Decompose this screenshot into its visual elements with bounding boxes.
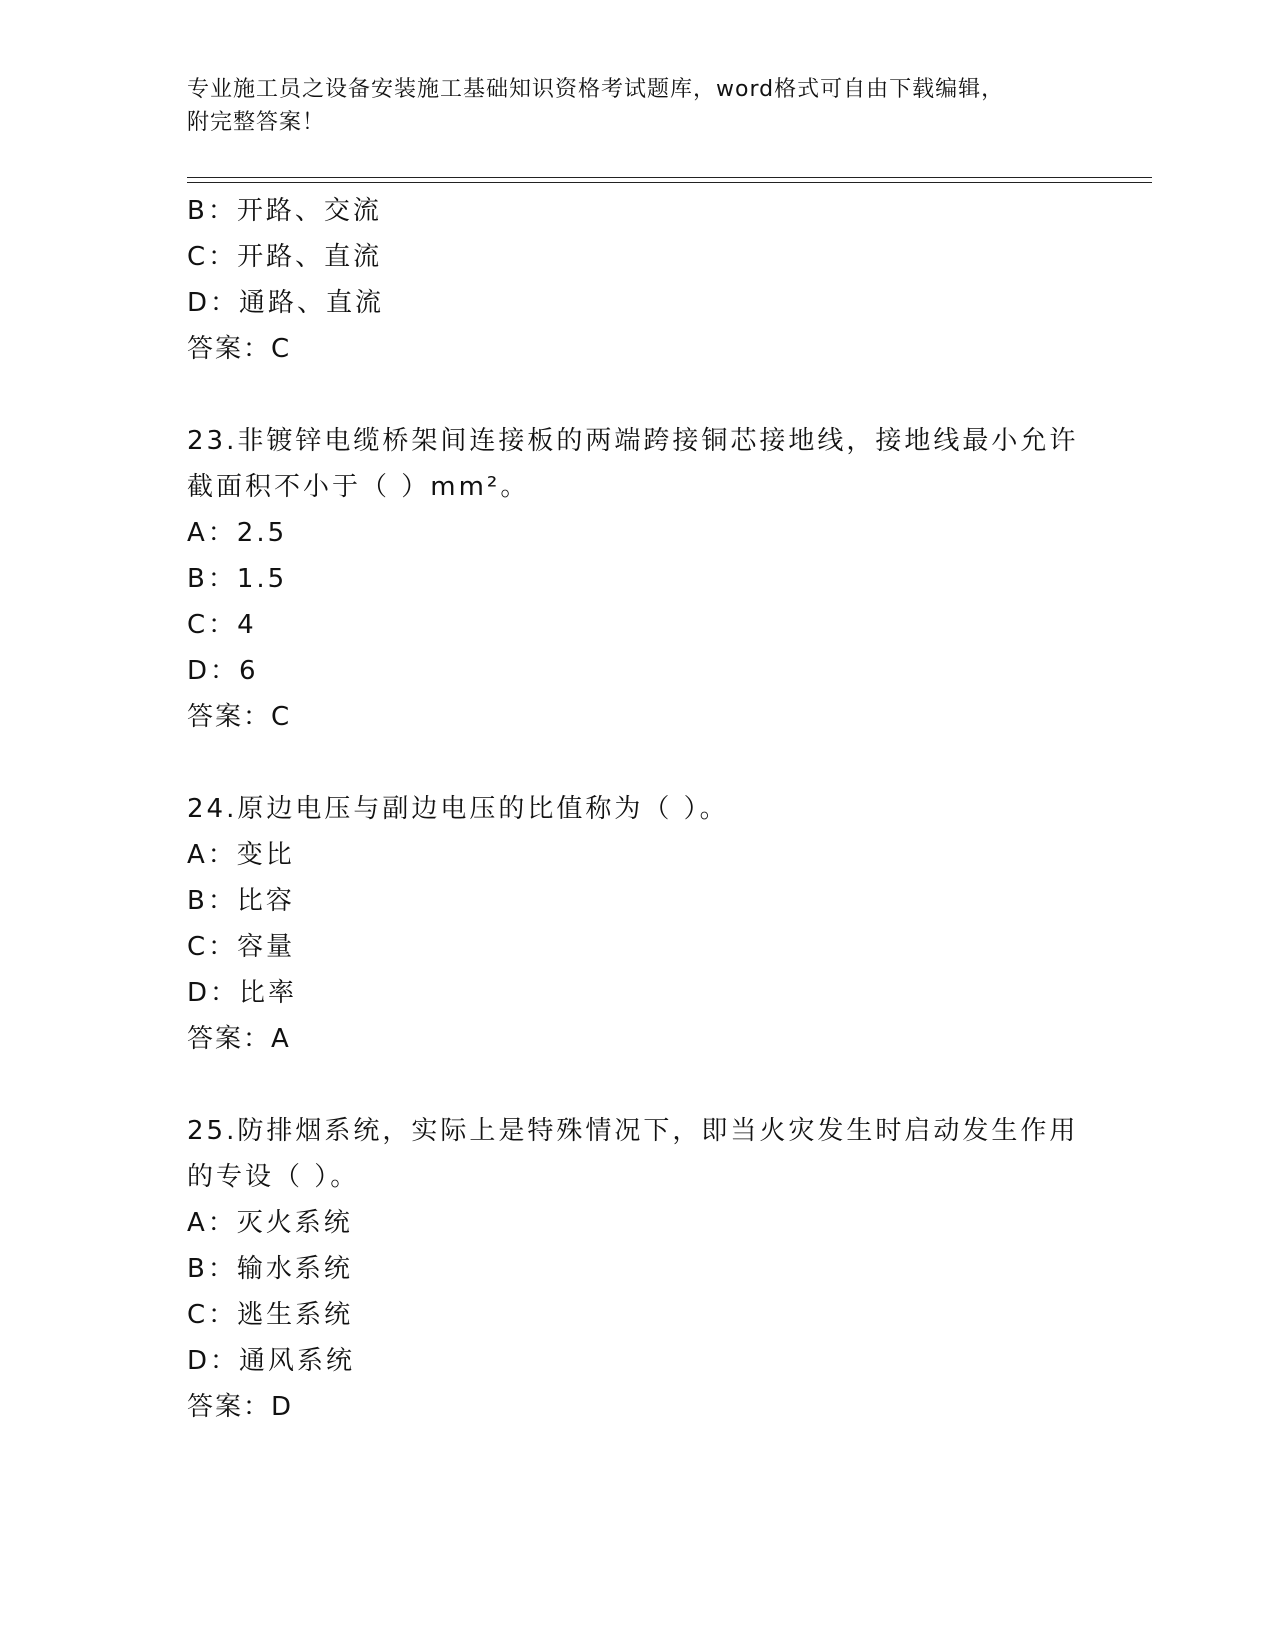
question-list (187, 188, 1087, 1430)
spacer (187, 740, 1087, 786)
option-a: A：灭火系统 (187, 1208, 353, 1238)
question-text-line-1: 24.原边电压与副边电压的比值称为（ ）。 (187, 794, 729, 824)
header-divider-top (187, 177, 1152, 178)
option-c: C：容量 (187, 932, 296, 962)
document-header (187, 73, 1067, 139)
option-c: C：4 (187, 610, 257, 640)
question-24 (187, 786, 1087, 1062)
option-c: C：开路、直流 (187, 242, 383, 272)
answer-line: 答案：C (187, 702, 292, 732)
question-text-line-1: 23.非镀锌电缆桥架间连接板的两端跨接铜芯接地线，接地线最小允许 (187, 426, 1079, 456)
option-b: B：比容 (187, 886, 295, 916)
answer-line: 答案：C (187, 334, 292, 364)
option-d: D：通风系统 (187, 1346, 356, 1376)
header-line-1: 专业施工员之设备安装施工基础知识资格考试题库，word格式可自由下载编辑， (187, 77, 1005, 102)
answer-line: 答案：A (187, 1024, 291, 1054)
option-b: B：输水系统 (187, 1254, 353, 1284)
option-b: B：开路、交流 (187, 196, 382, 226)
question-text-line-1: 25.防排烟系统，实际上是特殊情况下，即当火灾发生时启动发生作用 (187, 1116, 1079, 1146)
spacer (187, 372, 1087, 418)
question-text-line-2: 截面积不小于（ ）mm²。 (187, 472, 530, 502)
question-25 (187, 1108, 1087, 1430)
option-c: C：逃生系统 (187, 1300, 354, 1330)
option-a: A：2.5 (187, 518, 288, 548)
answer-line: 答案：D (187, 1392, 294, 1422)
option-d: D：6 (187, 656, 259, 686)
spacer (187, 1062, 1087, 1108)
option-d: D：通路、直流 (187, 288, 385, 318)
question-text-line-2: 的专设（ ）。 (187, 1162, 360, 1192)
question-22-tail (187, 188, 1087, 372)
option-b: B：1.5 (187, 564, 288, 594)
header-line-2: 附完整答案！ (187, 110, 326, 135)
header-divider-bottom (187, 182, 1152, 183)
option-d: D：比率 (187, 978, 298, 1008)
option-a: A：变比 (187, 840, 295, 870)
question-23 (187, 418, 1087, 740)
